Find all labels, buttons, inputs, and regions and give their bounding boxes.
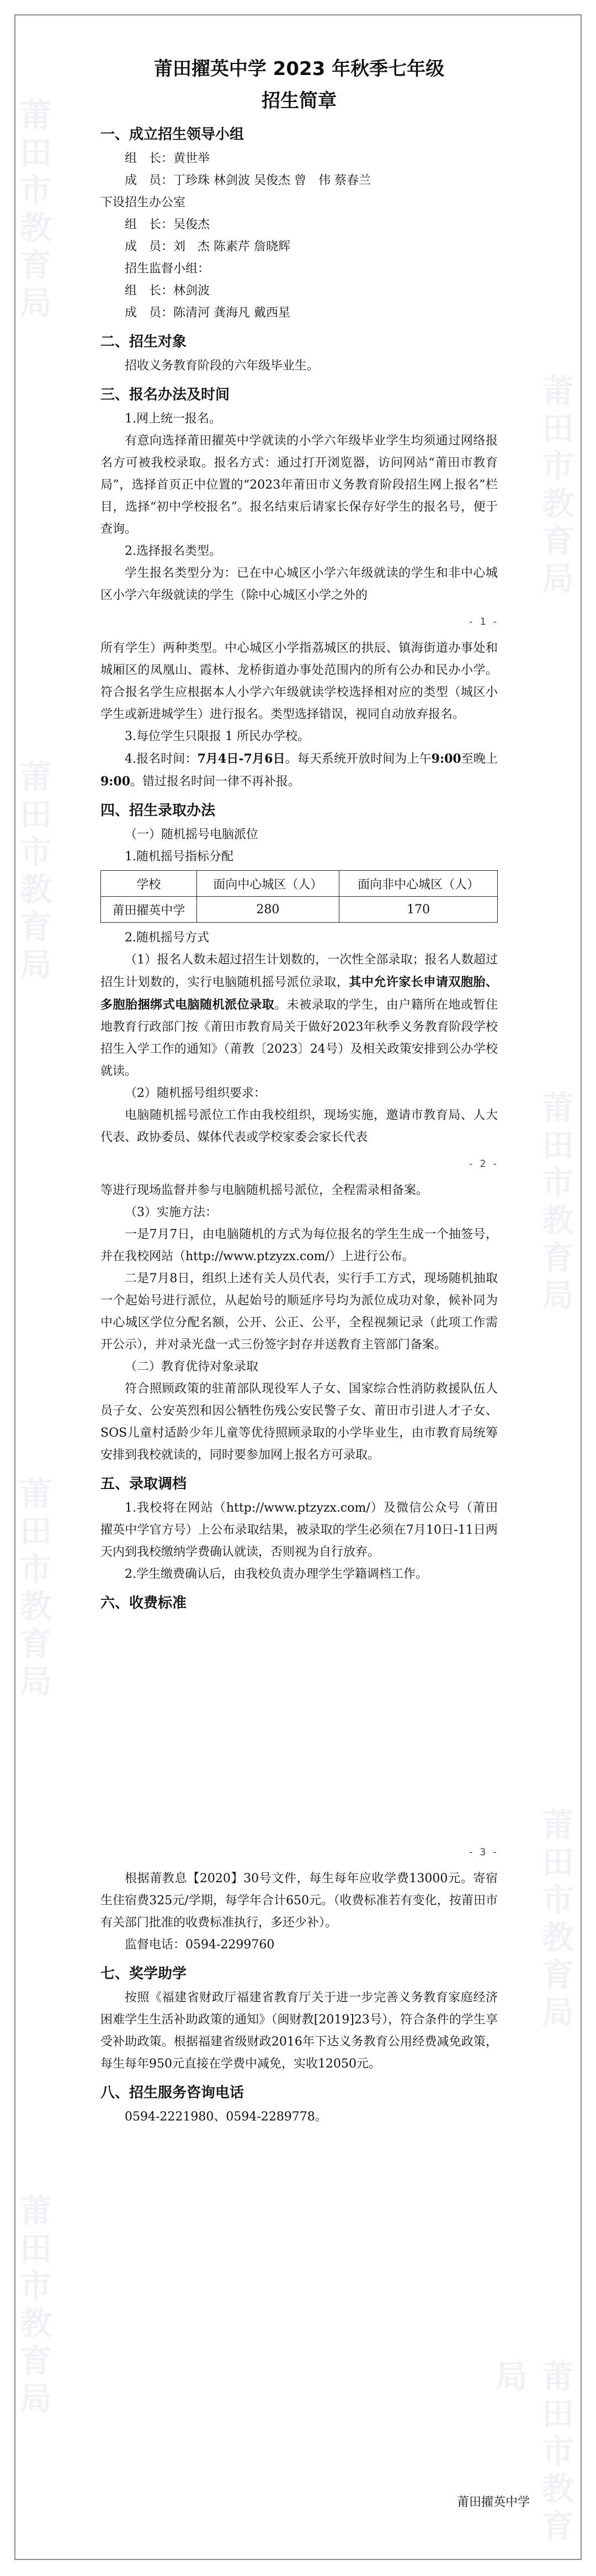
members-names: 丁珍珠 林剑波 吴俊杰 曾 伟 蔡春兰 [173,174,371,188]
paragraph: 二是7月8日，组织上述有关人员代表，实行手工方式，现场随机抽取一个起始号进行派位，从起始号的顺延序号均为派位成功对象，候补同为中心城区学位分配名额，公开、公正、公平，全程视频记录（此项工作需开公示），并对录光盘一式三份签字封存并送教育主管部门备案。 [100,1272,498,1352]
label: 成 员： [125,306,174,320]
text: 4.报名时间： [125,752,198,766]
office-leader-name: 吴俊杰 [173,218,210,232]
phone-number: 0594-2299760 [185,1938,275,1952]
watermark: 莆田市教育局 [536,1808,574,2033]
label: 组 长： [125,284,174,298]
paragraph: 等进行现场监督并参与电脑随机摇号派位，全程需录相备案。 [100,1183,429,1197]
paragraph [100,949,498,1083]
table-header: 学校 [101,871,197,897]
table-header: 面向中心城区（人） [196,871,339,897]
sup-leader-name: 林剑波 [173,284,210,298]
text: 至晚上 [461,752,498,766]
table-row [101,897,498,923]
watermark: 莆田市教育局 [536,374,574,599]
label: 成 员： [125,240,174,254]
school-website-link[interactable]: http://www.ptzyzx.com/ [226,1501,370,1515]
paragraph [100,1224,498,1268]
doc-title: 莆田擢英中学 2023 年秋季七年级 [153,58,445,80]
supervision-title: 招生监督小组： [125,262,210,276]
date-range: 7月4日-7月6日 [197,752,285,766]
subheading: 1.网上统一报名。 [125,412,221,426]
text: 监督电话： [125,1938,186,1952]
quota-table [100,870,498,923]
paragraph [100,1497,498,1563]
paragraph: 按照《福建省财政厅福建省教育厅关于进一步完善义务教育家庭经济困难学生生活补助政策的通知》（闽财教[2019]23号），符合条件的学生享受补助政策。根据福建省级财政2016年下达义务教育公用经费减免政策，每生每年950元直接在学费中减免，实收12050元。 [100,1991,498,2071]
paragraph: 学生报名类型分为：已在中心城区小学六年级就读的学生和非中心城区小学六年级就读的学生（除中心城区小学之外的 [100,566,498,602]
paragraph: 根据莆教息【2020】30号文件，每生每年应收学费13000元。寄宿生住宿费325元/学期，每学年合计650元。（收费标准若有变化，按莆田市有关部门批准的收费标准执行，多还少补）。 [100,1872,498,1930]
time-end: 9:00 [100,774,131,789]
text: 一是7月7日，由电脑随机的方式为每位报名的学生生成一个抽签号，并在我校网站（ [100,1228,498,1263]
page-number: - 2 - [467,1158,498,1170]
text: （1）报名人数未超过招生计划数的，一次性全部录取；报名人数超过招生计划数的，实行电脑随机摇号派位录取， [100,953,498,989]
registration-time [100,748,498,793]
label: 组 长： [125,152,174,165]
subheading: 1.随机摇号指标分配 [125,850,233,864]
paragraph: 符合照顾政策的驻莆部队现役军人子女、国家综合性消防救援队伍人员子女、公安英烈和因公牺牲伤残公安民警子女、莆田市引进人才子女、SOS儿童村适龄少年儿童等优待照顾录取的小学毕业生，由市教育局统筹安排到我校就读的，同时要参加网上报名方可录取。 [100,1382,498,1462]
table-header: 面向非中心城区（人） [339,871,498,897]
section-2-heading: 二、招生对象 [100,334,187,350]
doc-subtitle: 招生简章 [262,90,337,112]
text: 。未被录取的学生，由户籍所在地或暂住地教育行政部门按《莆田市教育局关于做好2023年秋季义务教育阶段学校招生入学工作的通知》（莆教〔2023〕24号）及相关政策安排到公办学校就读。 [100,998,498,1078]
table-cell: 莆田擢英中学 [101,897,197,923]
table-header-row [101,871,498,897]
page-number: - 3 - [467,1846,498,1858]
watermark: 莆田市教育局 [14,760,52,985]
paragraph: 招收义务教育阶段的六年级毕业生。 [125,359,320,373]
label: 成 员： [125,174,174,188]
section-3-heading: 三、报名办法及时间 [100,387,230,403]
signature: 莆田擢英中学 [456,2495,530,2509]
table-cell: 170 [339,897,498,923]
section-1-heading: 一、成立招生领导小组 [100,126,244,143]
sup-members-names: 陈清河 龚海凡 戴西星 [173,306,291,320]
paragraph: 有意向选择莆田擢英中学就读的小学六年级毕业学生均须通过网络报名方可被我校录取。报名方式：通过打开浏览器，访问网站“莆田市教育局”，选择首页正中位置的“2023年莆田市义务教育阶段招生网上报名”栏目，选择“初中学校报名”。报名结束后请家长保存好学生的报名号，便于查询。 [100,434,498,536]
watermark: 莆田市教育局 [14,98,52,323]
subheading: （二）教育优待对象录取 [125,1360,259,1374]
text: ）上进行公布。 [329,1250,414,1263]
watermark: 莆田市教育局 [14,2194,52,2419]
paragraph: 所有学生）两种类型。中心城区小学指荔城区的拱辰、镇海街道办事处和城厢区的凤凰山、霞林、龙桥街道办事处范围内的所有公办和民办小学。符合报名学生应根据本人小学六年级就读学校选择相对应的类型（城区小学生或新进城学生）进行报名。类型选择错误，视同自动放弃报名。 [100,641,498,721]
supervision-roster [100,258,498,324]
paragraph: 电脑随机摇号派位工作由我校组织，现场实施，邀请市教育局、人大代表、政协委员、媒体代表或学校家委会家长代表 [100,1108,498,1144]
page-number: - 1 - [467,616,498,628]
text: 。每天系统开放时间为上午 [285,752,432,766]
text: ）及微信公众号（莆田擢英中学官方号）上公布录取结果，被录取的学生必须在7月10日-11日两天内到我校缴纳学费确认就读，否则视为自行放弃。 [100,1501,498,1559]
section-5-heading: 五、录取调档 [100,1476,187,1492]
watermark: 莆田市教育局 [490,2359,574,2547]
watermark: 莆田市教育局 [14,1477,52,1702]
time-start: 9:00 [431,752,461,766]
section-6-heading: 六、收费标准 [100,1595,187,1611]
section-4-heading: 四、招生录取办法 [100,802,216,819]
office-members-names: 刘 杰 陈素芹 詹晓辉 [173,240,291,254]
office-roster [100,214,498,258]
leader-name: 黄世举 [173,152,210,165]
label: 组 长： [125,218,174,232]
section-7-heading: 七、奖学助学 [100,1966,187,1982]
subheading: （2）随机摇号组织要求： [125,1086,266,1100]
text: 1.我校将在网站（ [125,1501,226,1515]
school-website-link[interactable]: http://www.ptzyzx.com/ [185,1250,329,1263]
phone-numbers: 0594-2221980、0594-2289778。 [125,2110,327,2124]
paragraph: 2.学生缴费确认后，由我校负责办理学生学籍调档工作。 [125,1567,428,1581]
document-body [100,53,498,2128]
blank-space [100,1616,498,1837]
bold-text: 其中允许家长申请双胞胎、多胞胎捆绑式电脑随机派位录取 [100,975,498,1012]
leadership-roster [100,148,498,192]
phone-line [100,1934,498,1956]
section-8-heading: 八、招生服务咨询电话 [100,2085,244,2101]
watermark: 莆田市教育局 [536,1091,574,1316]
paragraph: 3.每位学生只限报 1 所民办学校。 [125,730,310,743]
subheading: （一）随机摇号电脑派位 [125,828,259,842]
office-line: 下设招生办公室 [100,196,186,210]
subheading: 2.选择报名类型。 [125,544,221,558]
subheading: 2.随机摇号方式 [125,931,209,945]
subheading: （3）实施方法： [125,1206,217,1219]
text: 。错过报名时间一律不再补报。 [130,775,301,789]
table-cell: 280 [196,897,339,923]
